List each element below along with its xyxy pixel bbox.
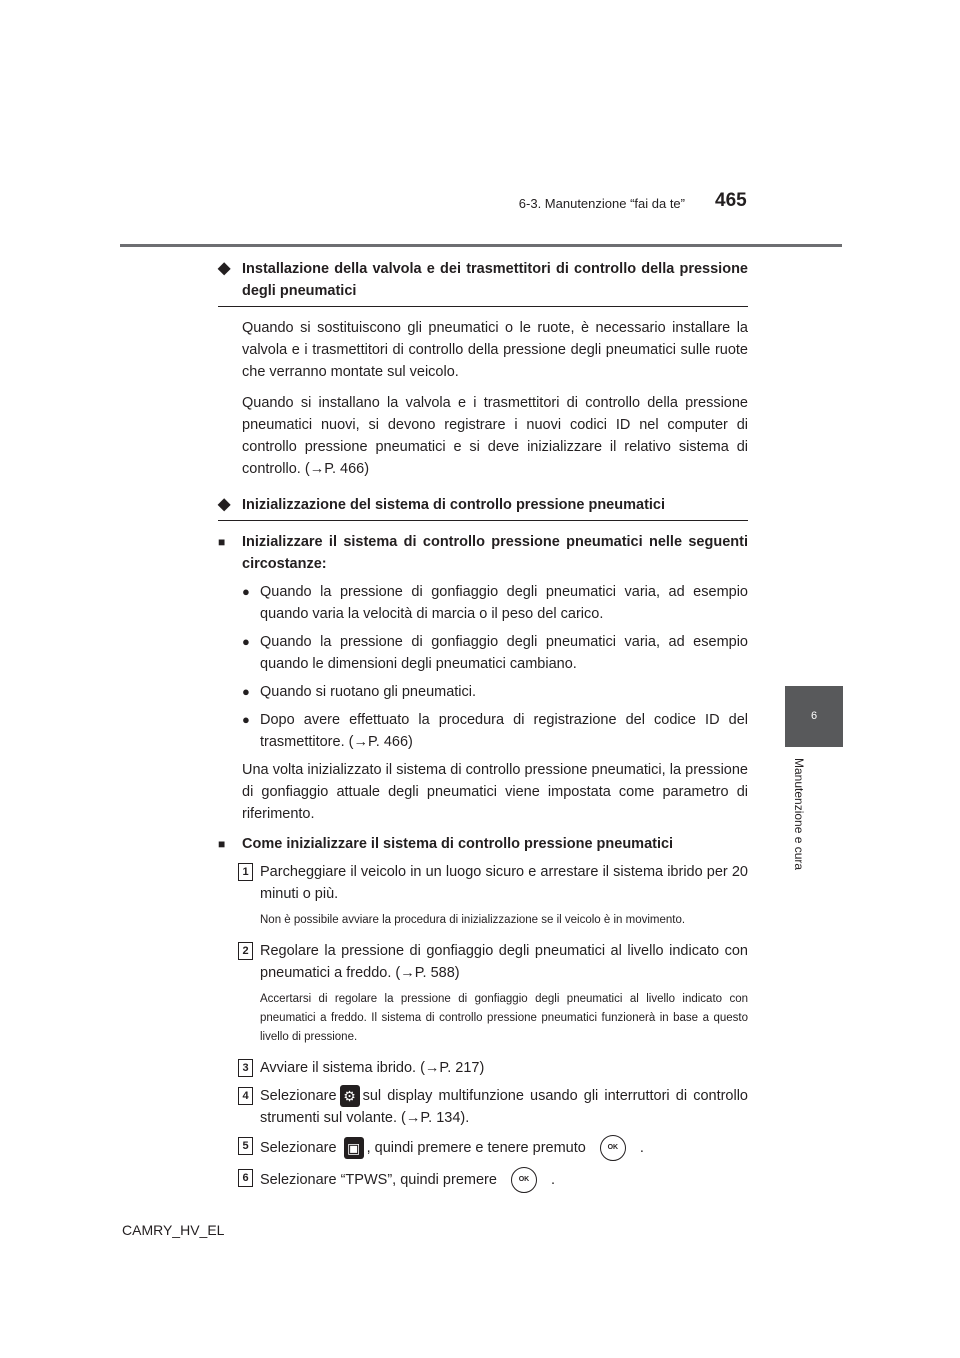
step-number: 6 xyxy=(238,1169,253,1187)
section-heading-installation xyxy=(218,258,748,302)
step-number: 3 xyxy=(238,1059,253,1077)
ok-button-icon: OK xyxy=(511,1167,537,1193)
list-item xyxy=(218,681,748,703)
square-bullet-icon: ■ xyxy=(218,837,226,851)
bullet-icon: ● xyxy=(242,634,250,649)
section-heading-initialization xyxy=(218,494,748,516)
list-item xyxy=(218,631,748,675)
page-content xyxy=(218,258,748,1199)
step-text: Avviare il sistema ibrido. (→P. 217) xyxy=(260,1060,485,1076)
footer-code: CAMRY_HV_EL xyxy=(122,1222,225,1238)
step-1 xyxy=(218,861,748,905)
step-text: Parcheggiare il veicolo in un luogo sicuro e arrestare il sistema ibrido per 20 minuti o più. xyxy=(260,864,748,902)
list-item-text: Quando la pressione di gonfiaggio degli pneumatici varia, ad esempio quando le dimensioni degli pneumatici cambiano. xyxy=(260,634,748,672)
step-text: Selezionare xyxy=(260,1140,337,1156)
step-5 xyxy=(218,1135,748,1161)
step-number: 1 xyxy=(238,863,253,881)
step-text: . xyxy=(639,1140,644,1156)
step-text: Regolare la pressione di gonfiaggio degli pneumatici al livello indicato con pneumatici a freddo. (→P. 588) xyxy=(260,943,748,981)
list-item-text: Quando la pressione di gonfiaggio degli pneumatici varia, ad esempio quando varia la velocità di marcia o il peso del carico. xyxy=(260,584,748,622)
paragraph: Una volta inizializzato il sistema di controllo pressione pneumatici, la pressione di gonfiaggio attuale degli pneumatici viene impostata come parametro di riferimento. xyxy=(242,762,748,822)
list-item xyxy=(218,581,748,625)
step-number: 4 xyxy=(238,1087,253,1105)
step-4 xyxy=(218,1085,748,1129)
bullet-icon: ● xyxy=(242,584,250,599)
step-text: Selezionare “TPWS”, quindi premere xyxy=(260,1172,497,1188)
subheading-how-to xyxy=(218,833,748,855)
step-number: 5 xyxy=(238,1137,253,1155)
subheading-text: Come inizializzare il sistema di controllo pressione pneumatici xyxy=(242,836,674,852)
heading-rule xyxy=(218,520,748,521)
step-6 xyxy=(218,1167,748,1193)
header-rule xyxy=(120,244,842,247)
step-number: 2 xyxy=(238,942,253,960)
list-item xyxy=(218,709,748,753)
square-bullet-icon: ■ xyxy=(218,535,226,549)
step-text: Selezionare xyxy=(260,1088,337,1104)
header-section-title: 6-3. Manutenzione “fai da te” xyxy=(518,196,685,211)
heading-rule xyxy=(218,306,748,307)
subheading-text: Inizializzare il sistema di controllo pressione pneumatici nelle seguenti circostanze: xyxy=(242,534,748,572)
list-item-text: Quando si ruotano gli pneumatici. xyxy=(260,684,477,700)
paragraph: Quando si installano la valvola e i trasmettitori di controllo della pressione pneumatici nuovi, si devono registrare i nuovi codici ID nel computer di controllo pressione pneumatici e si deve inizializzare il relativo sistema di controllo. (→P. 466) xyxy=(242,395,748,477)
section-heading-text: Inizializzazione del sistema di controllo pressione pneumatici xyxy=(242,497,666,513)
diamond-icon: ◆ xyxy=(218,496,231,513)
chapter-tab: 6 xyxy=(785,686,843,747)
bullet-icon: ● xyxy=(242,712,250,727)
page-number: 465 xyxy=(715,190,747,211)
settings-gear-icon: ⚙ xyxy=(340,1085,360,1107)
step-text: , quindi premere e tenere premuto xyxy=(366,1140,586,1156)
step-text: sul display multifunzione usando gli interruttori di controllo strumenti sul volante. (→P. 134). xyxy=(260,1088,748,1127)
section-heading-text: Installazione della valvola e dei trasmettitori di controllo della pressione degli pneumatici xyxy=(242,261,748,299)
subheading-circumstances xyxy=(218,531,748,575)
ok-button-icon: OK xyxy=(600,1135,626,1161)
step-note: Non è possibile avviare la procedura di inizializzazione se il veicolo è in movimento. xyxy=(260,914,686,926)
bullet-icon: ● xyxy=(242,684,250,699)
step-text: . xyxy=(550,1172,555,1188)
step-3 xyxy=(218,1057,748,1079)
paragraph: Quando si sostituiscono gli pneumatici o le ruote, è necessario installare la valvola e i trasmettitori di controllo della pressione degli pneumatici sulle ruote che verranno montate sul veicolo. xyxy=(242,320,748,380)
chapter-label: Manutenzione e cura xyxy=(792,758,806,871)
list-item-text: Dopo avere effettuato la procedura di registrazione del codice ID del trasmettitore. (→P. 466) xyxy=(260,712,748,750)
step-2 xyxy=(218,940,748,984)
step-note: Accertarsi di regolare la pressione di gonfiaggio degli pneumatici al livello indicato con pneumatici a freddo. Il sistema di controllo pressione pneumatici funzionerà in base a questo livello di pressione. xyxy=(260,993,748,1043)
vehicle-settings-icon: ▣ xyxy=(344,1137,364,1159)
diamond-icon: ◆ xyxy=(218,260,231,277)
